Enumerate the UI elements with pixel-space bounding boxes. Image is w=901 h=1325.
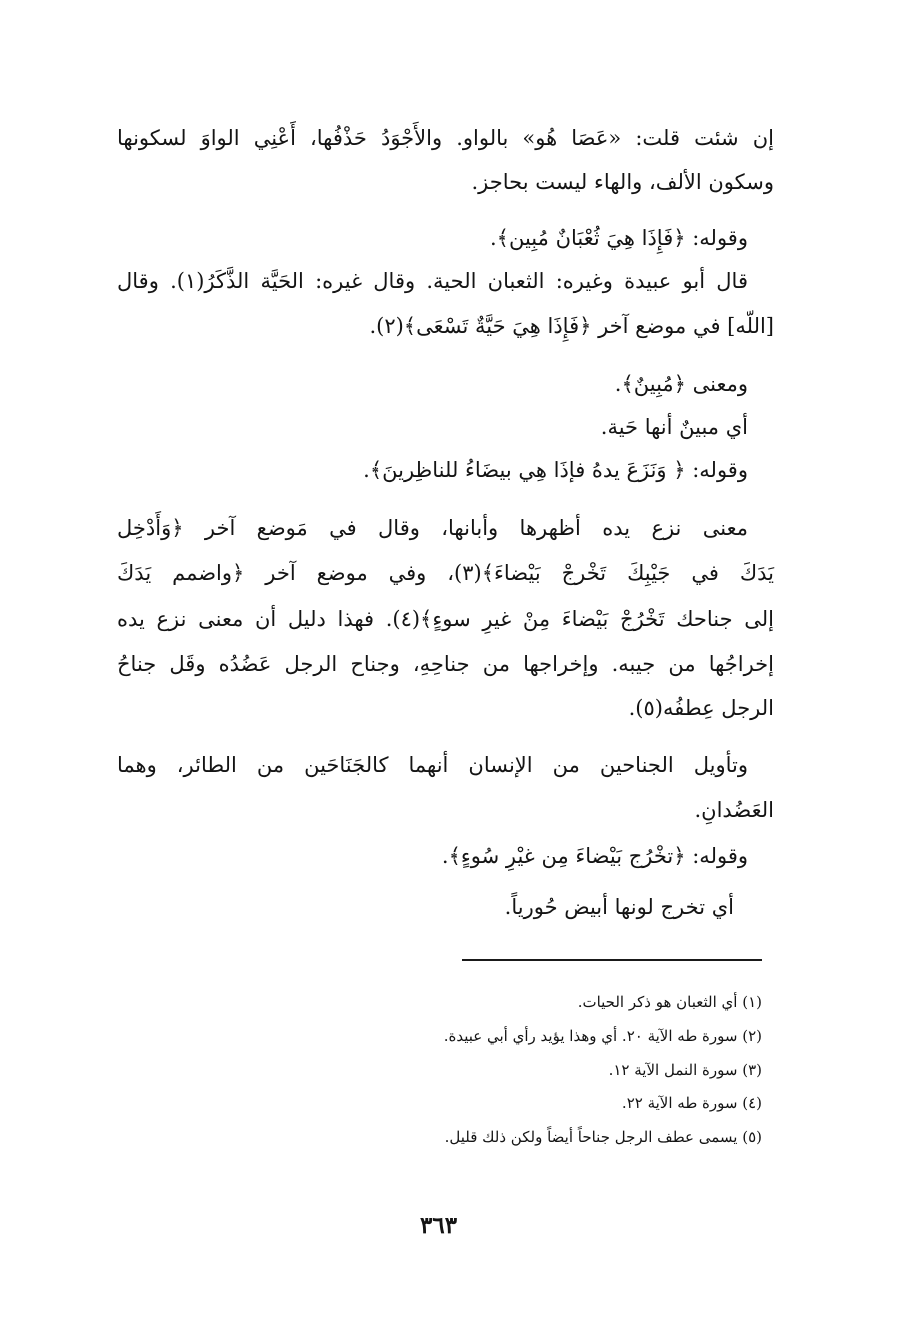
body-line: وسكون الألف، والهاء ليست بحاجز. [471,170,774,194]
body-line: وقوله: ﴿تخْرُج بَيْضاءَ مِن غيْرِ سُوءٍ﴾. [441,844,748,868]
footnote: (٤) سورة طه الآية ٢٢. [621,1094,762,1112]
body-line: وقوله: ﴿ وَنَزَعَ يدهُ فإذَا هِي بيضَاءُ للناظِرينَ﴾. [363,458,748,482]
body-line: وتأويل الجناحين من الإنسان أنهما كالجَنَاحَين من الطائر، وهما [117,753,748,777]
footnote-separator [462,959,762,961]
body-line: قال أبو عبيدة وغيره: الثعبان الحية. وقال غيره: الحَيَّة الذَّكَرُ(١). وقال [117,269,748,293]
body-line: إلى جناحك تَخْرُجْ بَيْضاءَ مِنْ غيرِ سوءٍ﴾(٤). فهذا دليل أن معنى نزع يده [117,607,774,631]
body-line: إخراجُها من جيبه. وإخراجها من جناحِهِ، وجناح الرجل عَضُدُه وقَل جناحُ [117,652,774,676]
footnote: (١) أي الثعبان هو ذكر الحيات. [577,993,762,1011]
body-line: ومعنى ﴿مُبِينٌ﴾. [614,372,748,396]
footnote: (٢) سورة طه الآية ٢٠. أي وهذا يؤيد رأي أبي عبيدة. [443,1027,762,1045]
page-number: ٣٦٣ [420,1212,458,1239]
body-line: أي تخرج لونها أبيض حُورياً. [504,895,734,919]
body-line: أي مبينٌ أنها حَية. [600,415,748,439]
footnote: (٣) سورة النمل الآية ١٢. [608,1061,762,1079]
body-line: الرجل عِطفُه(٥). [628,696,774,720]
body-line: معنى نزع يده أظهرها وأبانها، وقال في مَوضع آخر ﴿وَأَدْخِل [117,516,748,540]
body-line: إن شئت قلت: «عَصَا هُو» بالواو. والأَجْوَدُ حَذْفُها، أَعْنِي الواوَ لسكونها [117,126,774,150]
body-line: [اللّه] في موضع آخر ﴿فَإِذَا هِيَ حَيَّةٌ تَسْعَى﴾(٢). [369,314,774,338]
body-line: وقوله: ﴿فَإِذَا هِيَ ثُعْبَانٌ مُبِين﴾. [490,226,748,250]
body-line: يَدَكَ في جَيْبِكَ تَخْرجْ بَيْضاءَ﴾(٣)، وفي موضع آخر ﴿واضمم يَدَكَ [117,561,774,585]
footnote: (٥) يسمى عطف الرجل جناحاً أيضاً ولكن ذلك قليل. [444,1128,762,1146]
body-line: العَضُدانِ. [694,798,774,822]
